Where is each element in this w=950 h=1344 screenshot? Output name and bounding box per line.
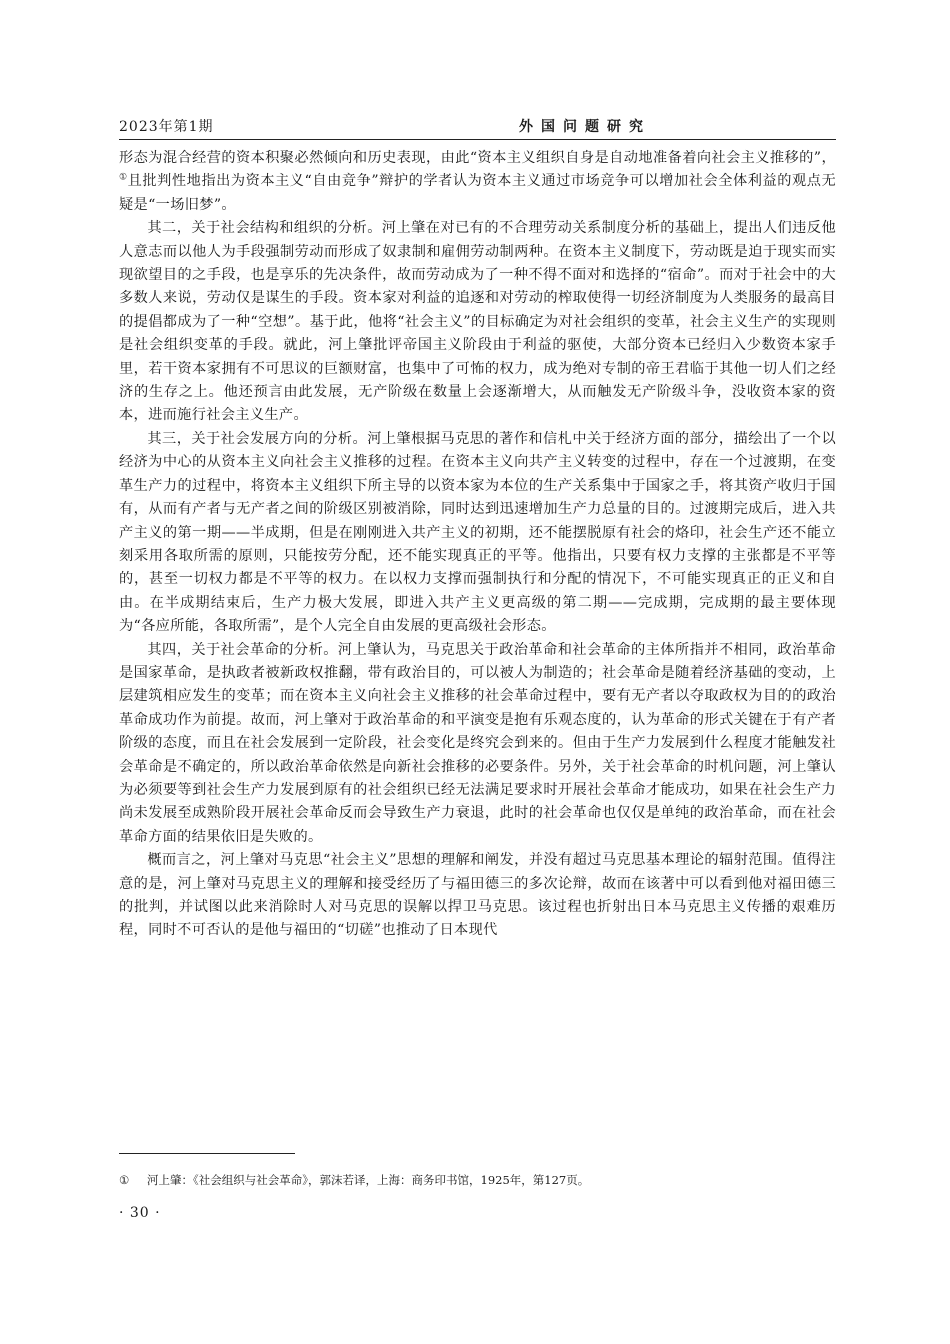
footnote-reference[interactable]: ① xyxy=(119,172,128,183)
footnote-text: 河上肇：《社会组织与社会革命》，郭沫若译，上海：商务印书馆，1925年，第127页。 xyxy=(147,1173,590,1187)
footnote xyxy=(119,1172,836,1188)
paragraph-text: 且批判性地指出为资本主义“自由竞争”辩护的学者认为资本主义通过市场竞争可以增加社会全体利益的观点无疑是“一场旧梦”。 xyxy=(119,173,836,213)
paragraph-summary: 概而言之，河上肇对马克思“社会主义”思想的理解和阐发，并没有超过马克思基本理论的辐射范围。值得注意的是，河上肇对马克思主义的理解和接受经历了与福田德三的多次论辩，故而在该著中可以看到他对福田德三的批判，并试图以此来消除时人对马克思的误解以捍卫马克思。该过程也折射出日本马克思主义传播的艰难历程，同时不可否认的是他与福田的“切磋”也推动了日本现代 xyxy=(119,852,836,939)
paragraph-social-structure: 其二，关于社会结构和组织的分析。河上肇在对已有的不合理劳动关系制度分析的基础上，提出人们违反他人意志而以他人为手段强制劳动而形成了奴隶制和雇佣劳动制两种。在资本主义制度下，劳动既是迫于现实而实现欲望目的之手段，也是享乐的先决条件，故而劳动成为了一种不得不面对和选择的“宿命”。而对于社会中的大多数人来说，劳动仅是谋生的手段。资本家对利益的追逐和对劳动的榨取使得一切经济制度为人类服务的最高目的提倡都成为了一种“空想”。基于此，他将“社会主义”的目标确定为对社会组织的变革，社会主义生产的实现则是社会组织变革的手段。就此，河上肇批评帝国主义阶段由于利益的驱使，大部分资本已经归入少数资本家手里，若干资本家拥有不可思议的巨额财富，也集中了可怖的权力，成为绝对专制的帝王君临于其他一切人们之经济的生存之上。他还预言由此发展，无产阶级在数量上会逐渐增大，从而触发无产阶级斗争，没收资本家的资本，进而施行社会主义生产。 xyxy=(119,220,836,424)
running-header xyxy=(119,113,836,140)
article-body xyxy=(119,147,836,943)
paragraph-continued xyxy=(119,147,836,217)
paragraph-text: 形态为混合经营的资本积聚必然倾向和历史表现，由此“资本主义组织自身是自动地准备着向社会主义推移的”， xyxy=(119,150,836,166)
paragraph-social-revolution: 其四，关于社会革命的分析。河上肇认为，马克思关于政治革命和社会革命的主体所指并不相同，政治革命是国家革命，是执政者被新政权推翻，带有政治目的，可以被人为制造的；社会革命是随着经济基础的变动，上层建筑相应发生的变革；而在资本主义向社会主义推移的社会革命过程中，要有无产者以夺取政权为目的的政治革命成功作为前提。故而，河上肇对于政治革命的和平演变是抱有乐观态度的，认为革命的形式关键在于有产者阶级的态度，而且在社会发展到一定阶段，社会变化是终究会到来的。但由于生产力发展到什么程度才能触发社会革命是不确定的，所以政治革命依然是向新社会推移的必要条件。另外，关于社会革命的时机问题，河上肇认为必须要等到社会生产力发展到原有的社会组织已经无法满足要求时开展社会革命才能成功，如果在社会生产力尚未发展至成熟阶段开展社会革命反而会导致生产力衰退，此时的社会革命也仅仅是单纯的政治革命，而在社会革命方面的结果依旧是失败的。 xyxy=(119,641,836,845)
issue-label: 2023年第1期 xyxy=(119,119,214,135)
footnote-divider xyxy=(119,1153,295,1154)
footnote-mark: ① xyxy=(119,1173,130,1187)
paragraph-development-direction: 其三，关于社会发展方向的分析。河上肇根据马克思的著作和信札中关于经济方面的部分，描绘出了一个以经济为中心的从资本主义向社会主义推移的过程。在资本主义向共产主义转变的过程中，存在一个过渡期，在变革生产力的过程中，将资本主义组织下所主导的以资本家为本位的生产关系集中于国家之手，将其资产收归于国有，从而有产者与无产者之间的阶级区别被消除，同时达到迅速增加生产力总量的目的。过渡期完成后，进入共产主义的第一期——半成期，但是在刚刚进入共产主义的初期，还不能摆脱原有社会的烙印，社会生产还不能立刻采用各取所需的原则，只能按劳分配，还不能实现真正的平等。他指出，只要有权力支撑的主张都是不平等的，甚至一切权力都是不平等的权力。在以权力支撑而强制执行和分配的情况下，不可能实现真正的正义和自由。在半成期结束后，生产力极大发展，即进入共产主义更高级的第二期——完成期，完成期的最主要体现为“各应所能，各取所需”，是个人完全自由发展的更高级社会形态。 xyxy=(119,430,836,635)
page-number: · 30 · xyxy=(119,1205,161,1221)
journal-title: 外国问题研究 xyxy=(519,119,651,135)
